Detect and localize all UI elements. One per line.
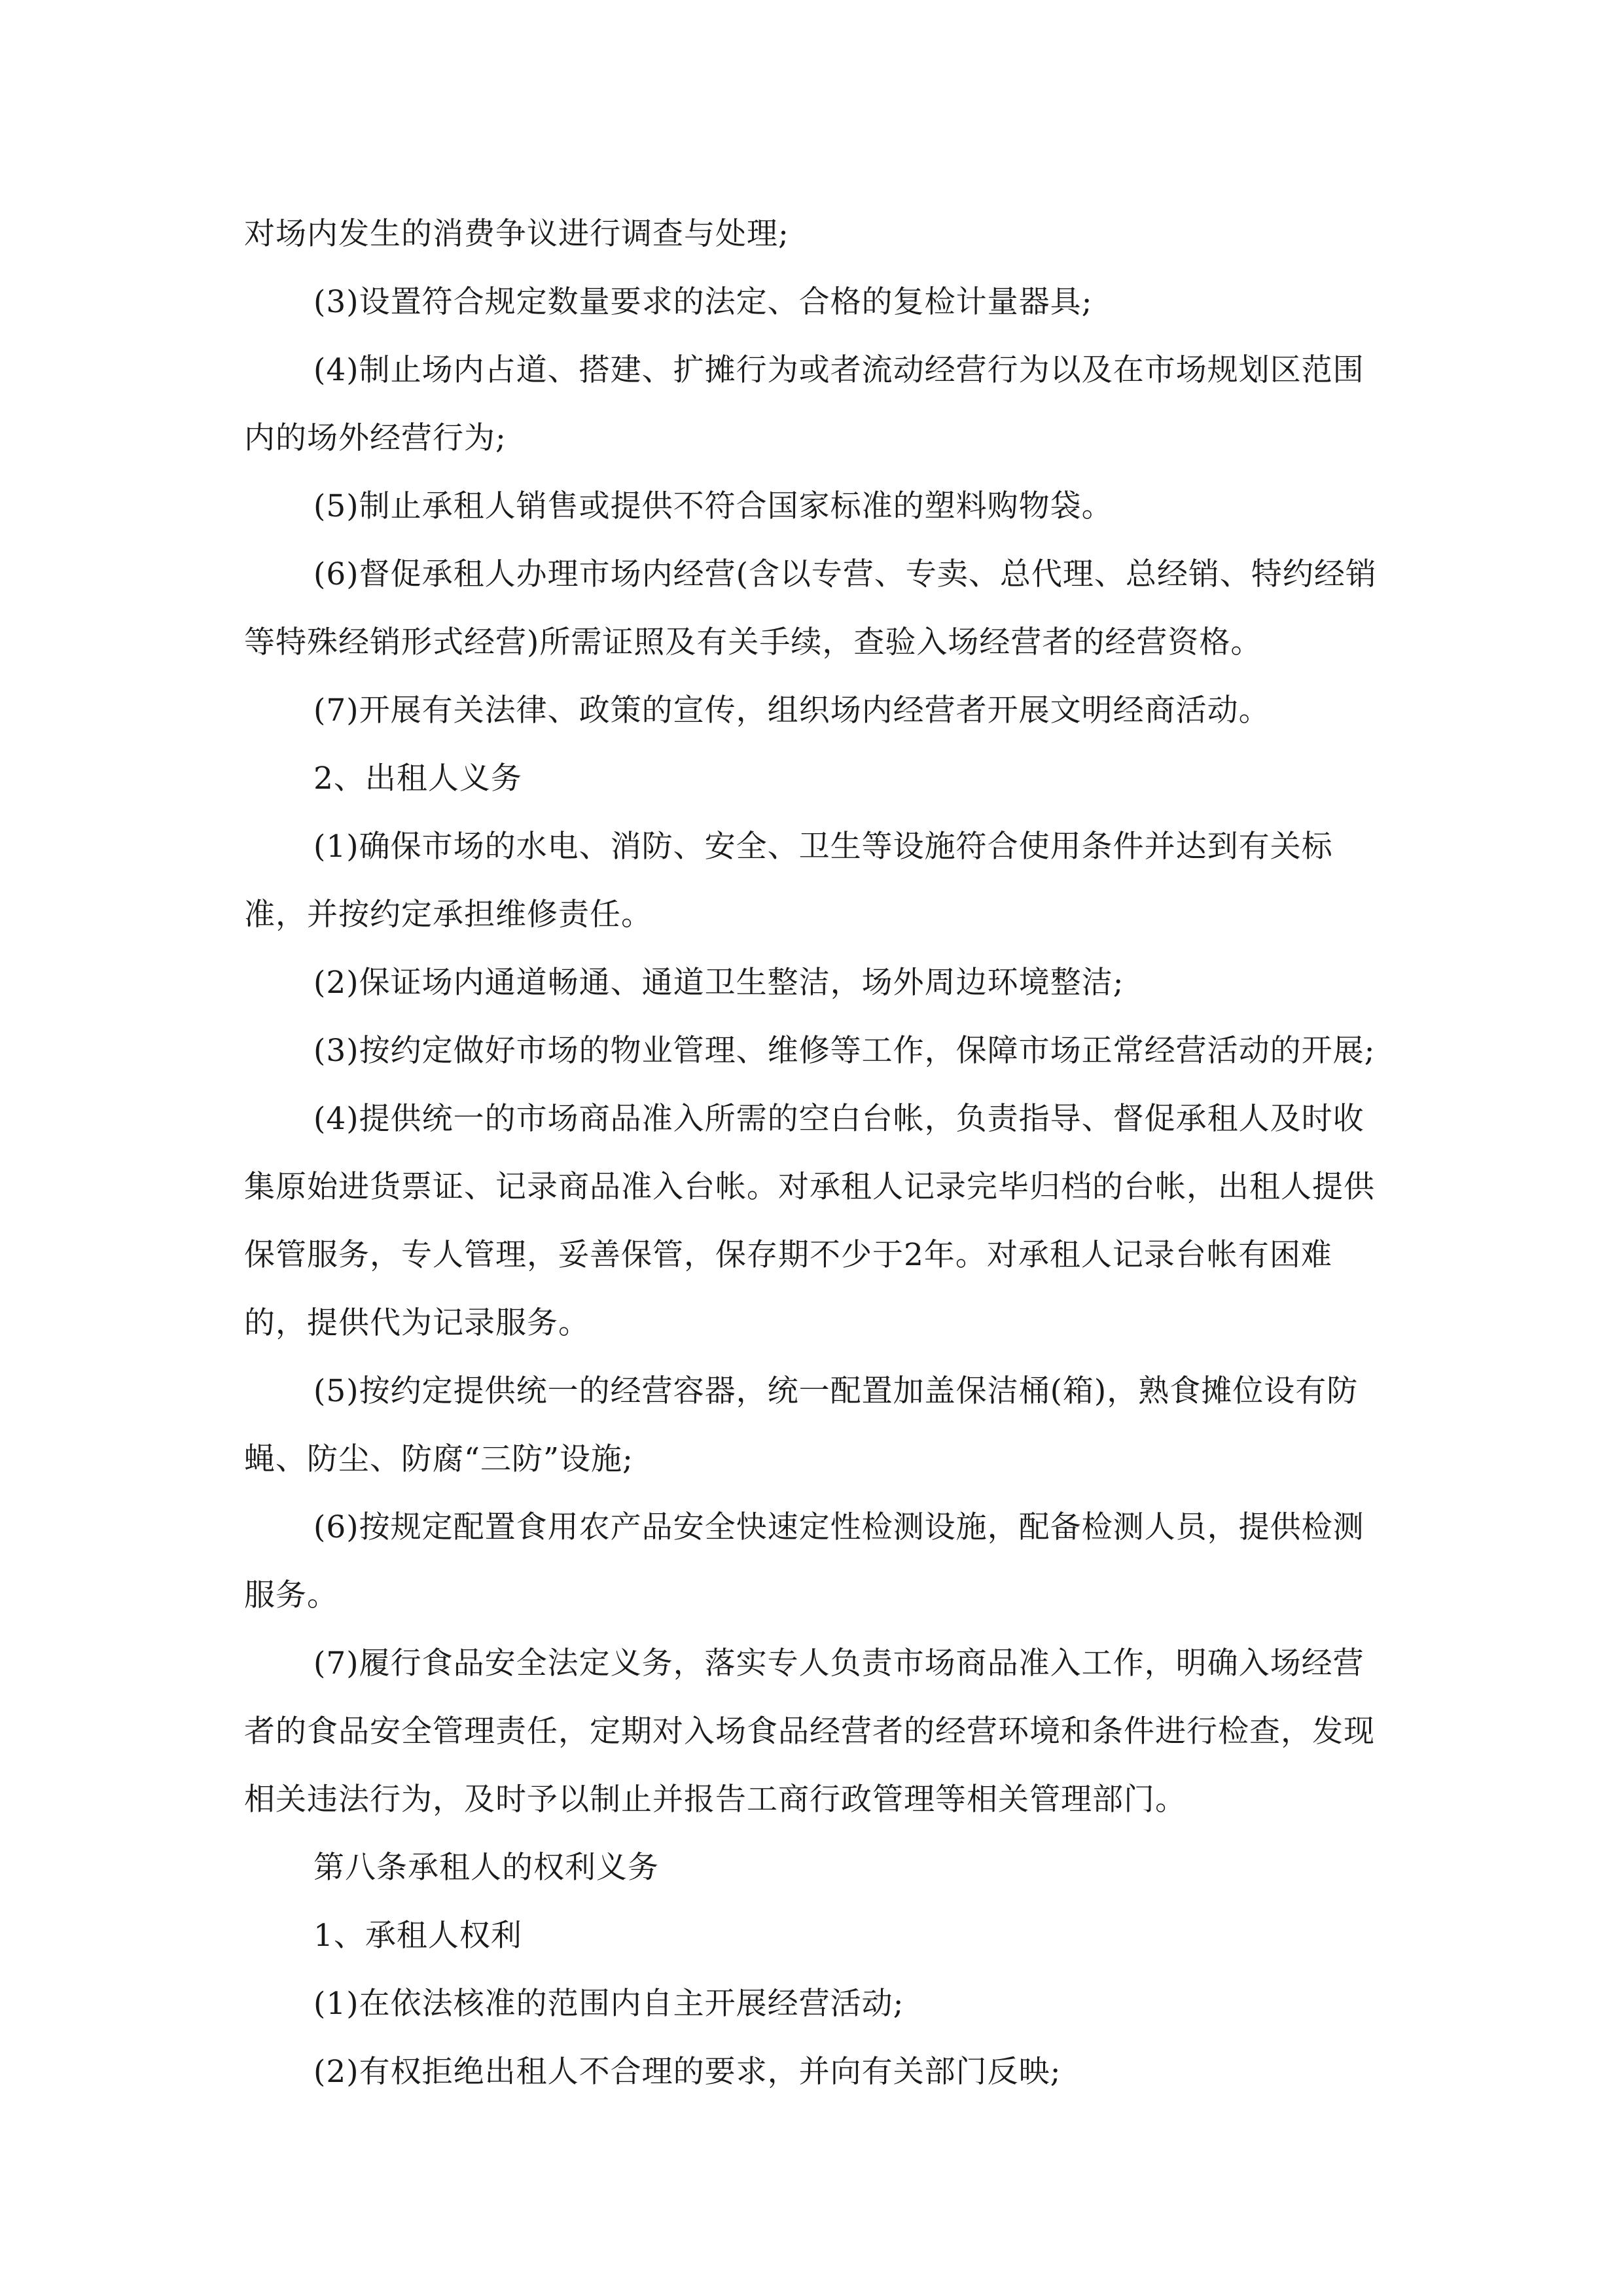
paragraph-containers: (5)按约定提供统一的经营容器，统一配置加盖保洁桶(箱)，熟食摊位设有防蝇、防尘、防腐“三防”设施; (244, 1373, 1359, 1477)
paragraph-measuring-instruments: (3)设置符合规定数量要求的法定、合格的复检计量器具; (313, 284, 1093, 320)
paragraph-consumer-disputes: 对场内发生的消费争议进行调查与处理; (244, 216, 789, 252)
paragraph-autonomous-operation: (1)在依法核准的范围内自主开展经营活动; (313, 1986, 904, 2022)
paragraph-testing: (6)按规定配置食用农产品安全快速定性检测设施，配备检测人员，提供检测服务。 (244, 1509, 1364, 1613)
paragraph-licenses: (6)督促承租人办理市场内经营(含以专营、专卖、总代理、总经销、特约经销等特殊经销形式经营)所需证照及有关手续，查验入场经营者的经营资格。 (244, 556, 1377, 660)
paragraph-facilities: (1)确保市场的水电、消防、安全、卫生等设施符合使用条件并达到有关标准，并按约定承担维修责任。 (244, 829, 1333, 933)
heading-article-eight: 第八条承租人的权利义务 (313, 1850, 659, 1886)
paragraph-food-safety: (7)履行食品安全法定义务，落实专人负责市场商品准入工作，明确入场经营者的食品安全管理责任，定期对入场食品经营者的经营环境和条件进行检查，发现相关违法行为，及时予以制止并报告工商行政管理等相关管理部门。 (244, 1645, 1375, 1818)
paragraph-refuse-requests: (2)有权拒绝出租人不合理的要求，并向有关部门反映; (313, 2054, 1061, 2090)
paragraph-passages: (2)保证场内通道畅通、通道卫生整洁，场外周边环境整洁; (313, 965, 1124, 1001)
paragraph-ledgers: (4)提供统一的市场商品准入所需的空白台帐，负责指导、督促承租人及时收集原始进货票证、记录商品准入台帐。对承租人记录完毕归档的台帐，出租人提供保管服务，专人管理，妥善保管，保存期不少于2年。对承租人记录台帐有困难的，提供代为记录服务。 (244, 1101, 1375, 1341)
paragraph-property-management: (3)按约定做好市场的物业管理、维修等工作，保障市场正常经营活动的开展; (313, 1033, 1376, 1069)
heading-lessor-obligations: 2、出租人义务 (313, 761, 522, 797)
paragraph-stop-occupation: (4)制止场内占道、搭建、扩摊行为或者流动经营行为以及在市场规划区范围内的场外经营行为; (244, 352, 1364, 456)
paragraph-law-promotion: (7)开展有关法律、政策的宣传，组织场内经营者开展文明经商活动。 (313, 692, 1270, 728)
paragraph-plastic-bags: (5)制止承租人销售或提供不符合国家标准的塑料购物袋。 (313, 488, 1113, 524)
heading-lessee-rights: 1、承租人权利 (313, 1918, 522, 1954)
document-body (244, 200, 1383, 2106)
